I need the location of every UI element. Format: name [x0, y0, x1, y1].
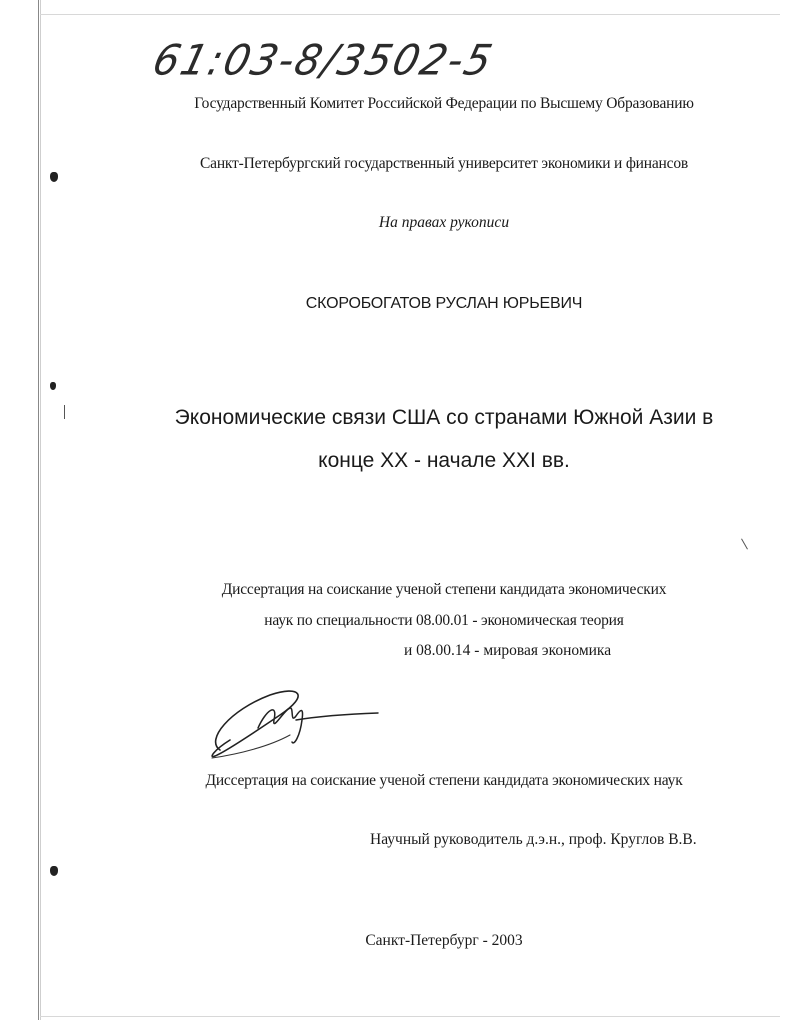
university-name: Санкт-Петербургский государственный университет экономики и финансов	[200, 155, 688, 172]
degree-statement-line-3: и 08.00.14 - мировая экономика	[404, 642, 612, 659]
scan-speck	[741, 539, 748, 550]
dissertation-title-line-2: конце XX - начале XXI вв.	[318, 449, 570, 472]
scan-edge-left-shadow	[40, 0, 41, 1020]
author-name: СКОРОБОГАТОВ РУСЛАН ЮРЬЕВИЧ	[305, 295, 583, 312]
degree-statement-repeat: Диссертация на соискание ученой степени кандидата экономических наук	[205, 772, 683, 789]
scientific-advisor: Научный руководитель д.э.н., проф. Круглов В.В.	[370, 831, 697, 848]
scan-edge-left	[38, 0, 39, 1020]
binding-hole-mark	[50, 172, 58, 182]
binding-hole-mark	[50, 866, 58, 876]
archive-code-text: 61:03-8/3502-5	[147, 36, 499, 86]
scan-edge-bottom	[40, 1016, 780, 1017]
city-and-year: Санкт-Петербург - 2003	[365, 932, 523, 949]
archive-code-handwritten	[147, 36, 499, 100]
degree-statement-line-1: Диссертация на соискание ученой степени кандидата экономических	[221, 581, 667, 598]
degree-statement-line-2: наук по специальности 08.00.01 - экономическая теория	[264, 612, 624, 629]
manuscript-rights-note: На правах рукописи	[378, 214, 510, 231]
committee-name: Государственный Комитет Российской Федерации по Высшему Образованию	[194, 95, 694, 112]
binding-hole-mark	[50, 382, 56, 390]
handwritten-signature	[200, 680, 380, 770]
dissertation-title-line-1: Экономические связи США со странами Южной Азии в	[174, 406, 714, 429]
scan-edge-top	[40, 14, 780, 15]
